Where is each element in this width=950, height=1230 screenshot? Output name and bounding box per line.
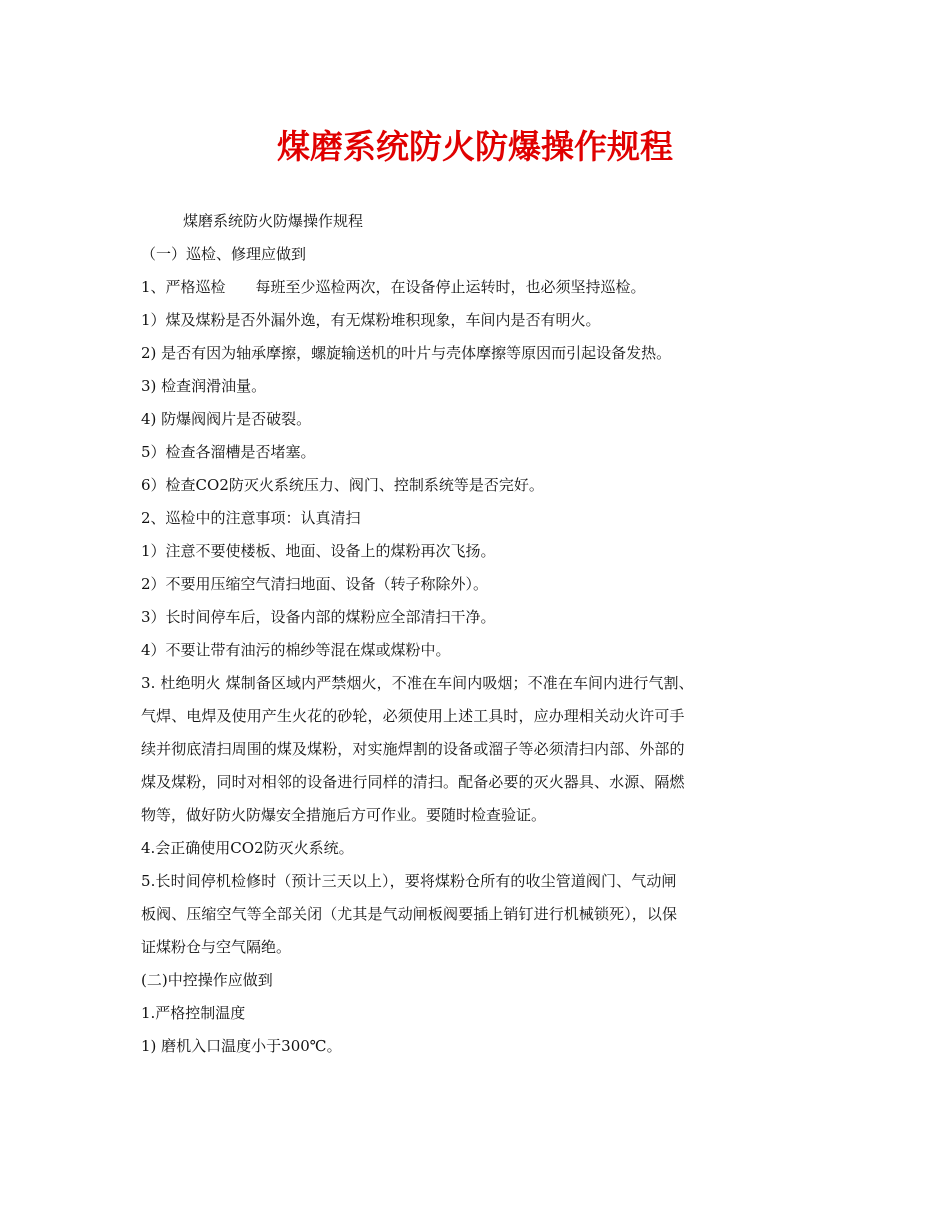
paragraph: 5.长时间停机检修时（预计三天以上），要将煤粉仓所有的收尘管道阀门、气动闸: [141, 872, 677, 890]
paragraph: 3. 杜绝明火 煤制备区域内严禁烟火，不准在车间内吸烟；不准在车间内进行气割、: [141, 674, 694, 692]
paragraph: 1）注意不要使楼板、地面、设备上的煤粉再次飞扬。: [141, 542, 496, 560]
paragraph: 2、巡检中的注意事项：认真清扫: [141, 509, 361, 527]
paragraph: 证煤粉仓与空气隔绝。: [141, 938, 292, 956]
paragraph: 1.严格控制温度: [141, 1004, 246, 1022]
paragraph: 物等，做好防火防爆安全措施后方可作业。要随时检查验证。: [141, 806, 547, 824]
paragraph: 1) 磨机入口温度小于300℃。: [141, 1037, 342, 1055]
section-heading: （一）巡检、修理应做到: [141, 245, 307, 263]
section-heading: (二)中控操作应做到: [141, 971, 273, 989]
paragraph: 3）长时间停车后，设备内部的煤粉应全部清扫干净。: [141, 608, 496, 626]
paragraph: 2) 是否有因为轴承摩擦，螺旋输送机的叶片与壳体摩擦等原因而引起设备发热。: [141, 344, 672, 362]
subtitle-paragraph: 煤磨系统防火防爆操作规程: [183, 212, 364, 230]
paragraph: 1、严格巡检 每班至少巡检两次，在设备停止运转时，也必须坚持巡检。: [141, 278, 646, 296]
paragraph: 2）不要用压缩空气清扫地面、设备（转子称除外）。: [141, 575, 489, 593]
paragraph: 6）检查CO2防灭火系统压力、阀门、控制系统等是否完好。: [141, 476, 544, 494]
paragraph: 气焊、电焊及使用产生火花的砂轮，必须使用上述工具时，应办理相关动火许可手: [141, 707, 685, 725]
document-body: [141, 205, 831, 1063]
paragraph: 4）不要让带有油污的棉纱等混在煤或煤粉中。: [141, 641, 451, 659]
paragraph: 续并彻底清扫周围的煤及煤粉，对实施焊割的设备或溜子等必须清扫内部、外部的: [141, 740, 685, 758]
paragraph: 5）检查各溜槽是否堵塞。: [141, 443, 316, 461]
paragraph: 板阀、压缩空气等全部关闭（尤其是气动闸板阀要插上销钉进行机械锁死），以保: [141, 905, 678, 923]
paragraph: 4) 防爆阀阀片是否破裂。: [141, 410, 312, 428]
paragraph: 煤及煤粉，同时对相邻的设备进行同样的清扫。配备必要的灭火器具、水源、隔燃: [141, 773, 685, 791]
paragraph: 3) 检查润滑油量。: [141, 377, 267, 395]
paragraph: 1）煤及煤粉是否外漏外逸，有无煤粉堆积现象，车间内是否有明火。: [141, 311, 601, 329]
document-title: 煤磨系统防火防爆操作规程: [277, 127, 673, 166]
paragraph: 4.会正确使用CO2防灭火系统。: [141, 839, 354, 857]
